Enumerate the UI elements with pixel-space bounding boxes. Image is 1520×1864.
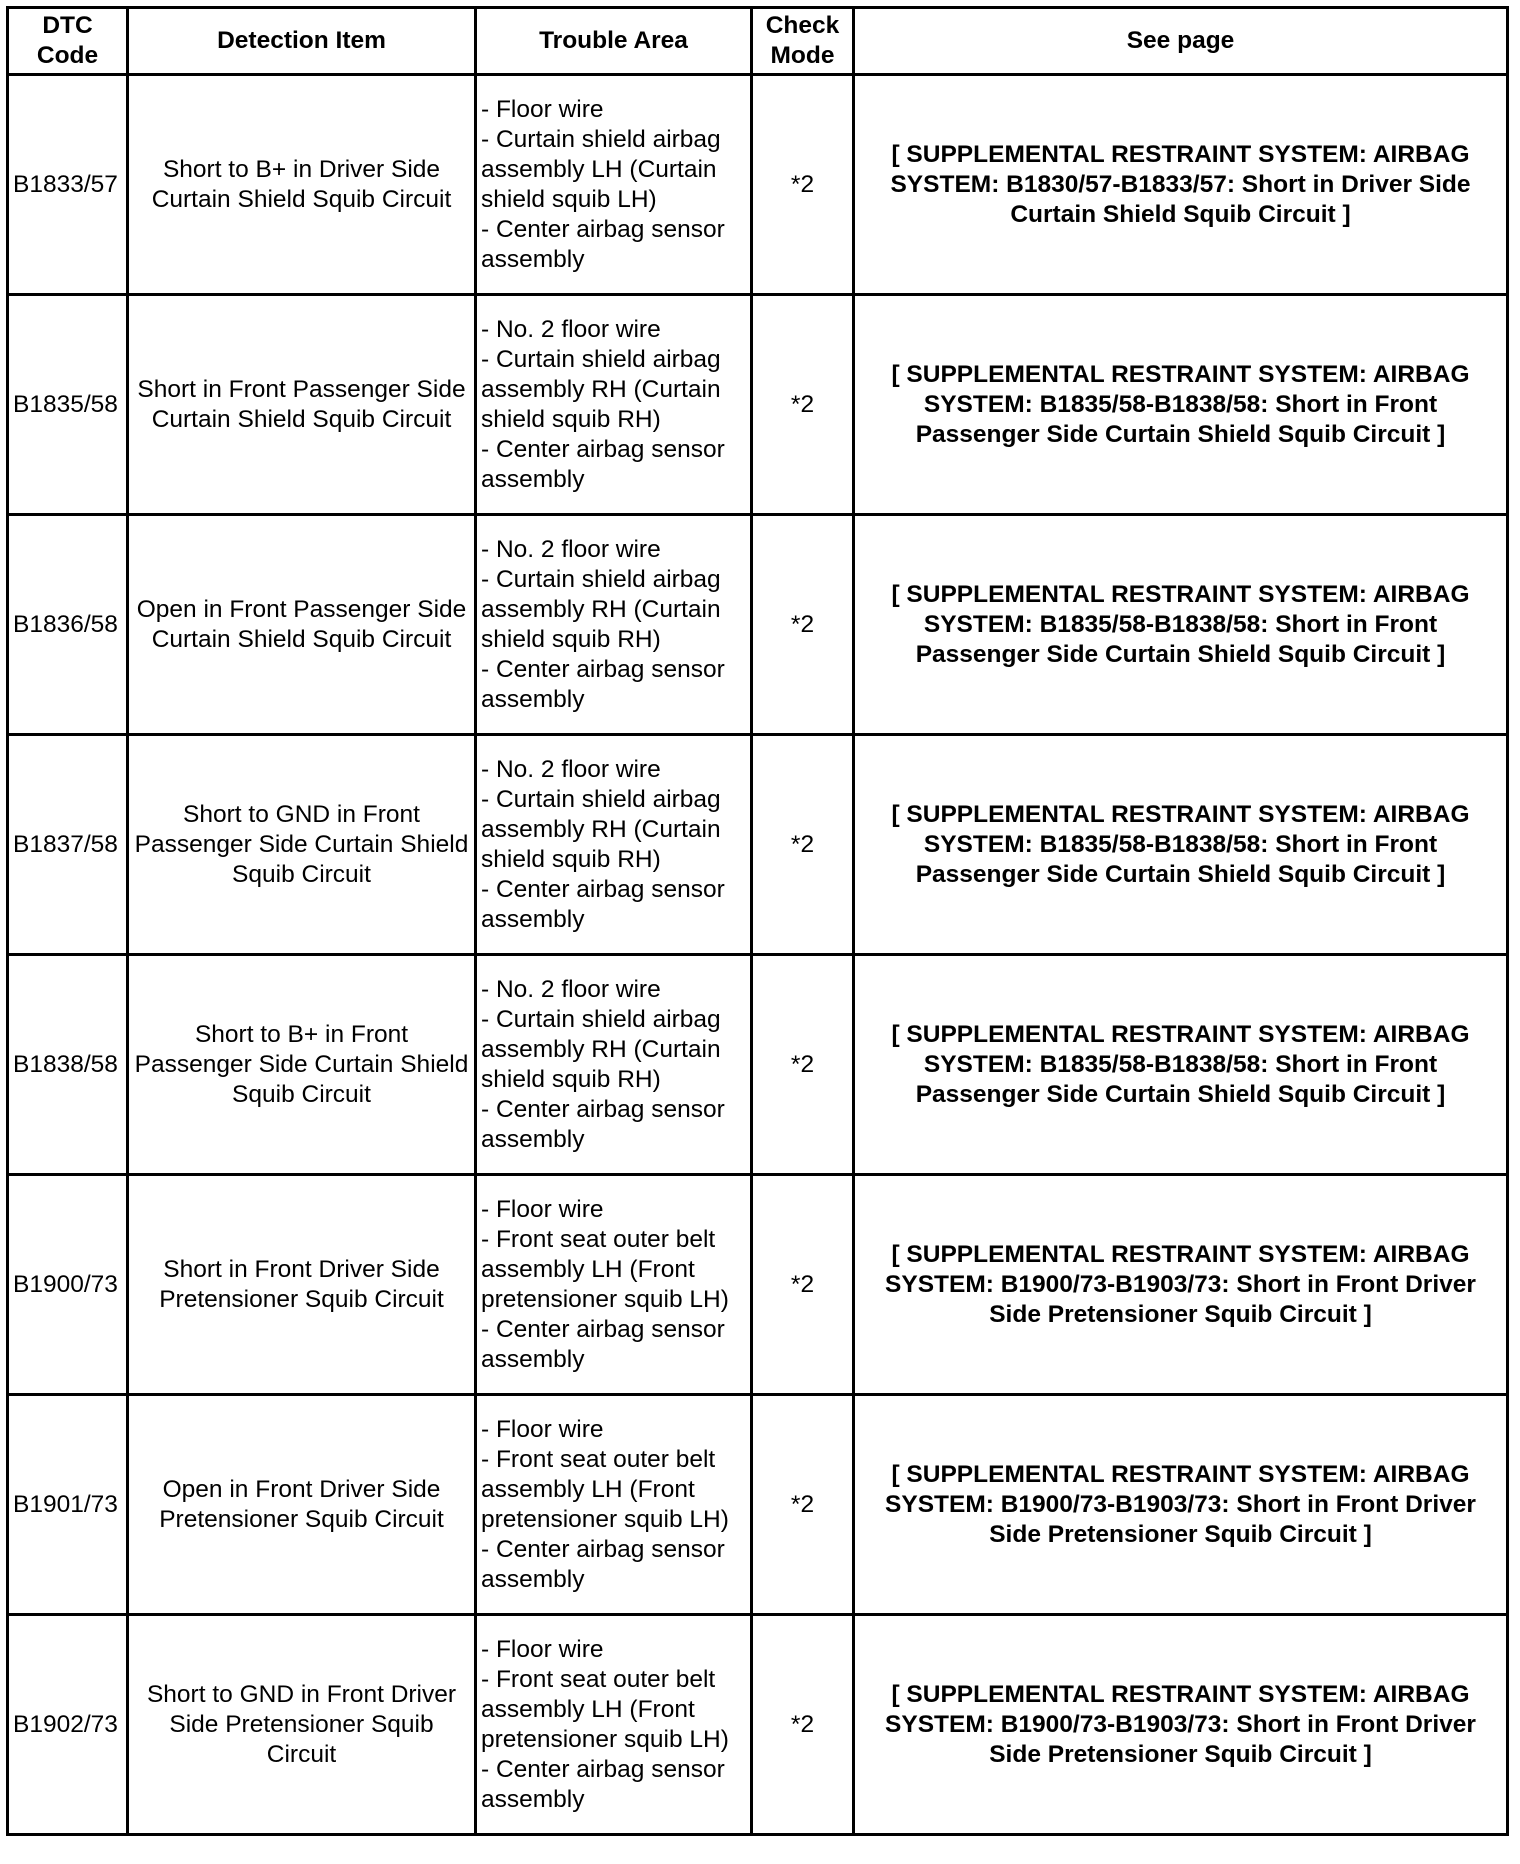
dtc-code-cell: B1901/73 <box>8 1395 128 1615</box>
detection-item-cell: Short to B+ in Front Passenger Side Curtain Shield Squib Circuit <box>128 955 476 1175</box>
detection-item-cell: Open in Front Passenger Side Curtain Shield Squib Circuit <box>128 515 476 735</box>
trouble-area-cell <box>476 955 752 1175</box>
dtc-code-cell: B1836/58 <box>8 515 128 735</box>
table-row <box>8 515 1508 735</box>
check-mode-cell: *2 <box>752 1175 854 1395</box>
check-mode-cell: *2 <box>752 1395 854 1615</box>
trouble-area-line: - Center airbag sensor assembly <box>481 1755 725 1813</box>
check-mode-cell: *2 <box>752 1615 854 1835</box>
header-check-mode: Check Mode <box>752 8 854 75</box>
table-row <box>8 75 1508 295</box>
trouble-area-cell <box>476 75 752 295</box>
trouble-area-cell <box>476 735 752 955</box>
table-row <box>8 1615 1508 1835</box>
trouble-area-line: - Floor wire <box>481 95 604 123</box>
see-page-link[interactable]: [ SUPPLEMENTAL RESTRAINT SYSTEM: AIRBAG SYSTEM: B1830/57-B1833/57: Short in Driver Side Curtain Shield Squib Circuit ] <box>854 75 1508 295</box>
detection-item-cell: Open in Front Driver Side Pretensioner Squib Circuit <box>128 1395 476 1615</box>
detection-item-cell: Short to GND in Front Passenger Side Curtain Shield Squib Circuit <box>128 735 476 955</box>
detection-item-cell: Short to B+ in Driver Side Curtain Shield Squib Circuit <box>128 75 476 295</box>
header-dtc-code: DTC Code <box>8 8 128 75</box>
trouble-area-cell <box>476 1615 752 1835</box>
check-mode-cell: *2 <box>752 735 854 955</box>
header-trouble-area: Trouble Area <box>476 8 752 75</box>
trouble-area-line: - Floor wire <box>481 1195 604 1223</box>
table-row <box>8 1395 1508 1615</box>
trouble-area-line: - Curtain shield airbag assembly RH (Curtain shield squib RH) <box>481 345 721 433</box>
trouble-area-line: - Center airbag sensor assembly <box>481 435 725 493</box>
table-row <box>8 295 1508 515</box>
table-row <box>8 1175 1508 1395</box>
dtc-code-cell: B1837/58 <box>8 735 128 955</box>
trouble-area-line: - Center airbag sensor assembly <box>481 1315 725 1373</box>
trouble-area-line: - Curtain shield airbag assembly RH (Curtain shield squib RH) <box>481 565 721 653</box>
detection-item-cell: Short to GND in Front Driver Side Pretensioner Squib Circuit <box>128 1615 476 1835</box>
trouble-area-line: - No. 2 floor wire <box>481 535 661 563</box>
see-page-link[interactable]: [ SUPPLEMENTAL RESTRAINT SYSTEM: AIRBAG SYSTEM: B1835/58-B1838/58: Short in Front Passenger Side Curtain Shield Squib Circuit ] <box>854 955 1508 1175</box>
header-row <box>8 8 1508 75</box>
table-row <box>8 735 1508 955</box>
dtc-table <box>6 6 1509 1836</box>
check-mode-cell: *2 <box>752 955 854 1175</box>
trouble-area-line: - No. 2 floor wire <box>481 755 661 783</box>
dtc-code-cell: B1900/73 <box>8 1175 128 1395</box>
trouble-area-line: - Center airbag sensor assembly <box>481 1535 725 1593</box>
see-page-link[interactable]: [ SUPPLEMENTAL RESTRAINT SYSTEM: AIRBAG SYSTEM: B1900/73-B1903/73: Short in Front Driver Side Pretensioner Squib Circuit ] <box>854 1395 1508 1615</box>
see-page-link[interactable]: [ SUPPLEMENTAL RESTRAINT SYSTEM: AIRBAG SYSTEM: B1835/58-B1838/58: Short in Front Passenger Side Curtain Shield Squib Circuit ] <box>854 515 1508 735</box>
trouble-area-cell <box>476 1395 752 1615</box>
header-detection-item: Detection Item <box>128 8 476 75</box>
trouble-area-cell <box>476 295 752 515</box>
trouble-area-line: - Floor wire <box>481 1635 604 1663</box>
dtc-code-cell: B1835/58 <box>8 295 128 515</box>
trouble-area-line: - Curtain shield airbag assembly RH (Curtain shield squib RH) <box>481 785 721 873</box>
see-page-link[interactable]: [ SUPPLEMENTAL RESTRAINT SYSTEM: AIRBAG SYSTEM: B1835/58-B1838/58: Short in Front Passenger Side Curtain Shield Squib Circuit ] <box>854 295 1508 515</box>
trouble-area-cell <box>476 515 752 735</box>
trouble-area-line: - Center airbag sensor assembly <box>481 215 725 273</box>
check-mode-cell: *2 <box>752 515 854 735</box>
see-page-link[interactable]: [ SUPPLEMENTAL RESTRAINT SYSTEM: AIRBAG SYSTEM: B1900/73-B1903/73: Short in Front Driver Side Pretensioner Squib Circuit ] <box>854 1175 1508 1395</box>
detection-item-cell: Short in Front Passenger Side Curtain Shield Squib Circuit <box>128 295 476 515</box>
dtc-code-cell: B1902/73 <box>8 1615 128 1835</box>
dtc-code-cell: B1833/57 <box>8 75 128 295</box>
trouble-area-cell <box>476 1175 752 1395</box>
trouble-area-line: - Center airbag sensor assembly <box>481 655 725 713</box>
trouble-area-line: - No. 2 floor wire <box>481 975 661 1003</box>
trouble-area-line: - Front seat outer belt assembly LH (Front pretensioner squib LH) <box>481 1225 729 1313</box>
trouble-area-line: - Center airbag sensor assembly <box>481 875 725 933</box>
trouble-area-line: - Curtain shield airbag assembly LH (Curtain shield squib LH) <box>481 125 721 213</box>
detection-item-cell: Short in Front Driver Side Pretensioner Squib Circuit <box>128 1175 476 1395</box>
see-page-link[interactable]: [ SUPPLEMENTAL RESTRAINT SYSTEM: AIRBAG SYSTEM: B1900/73-B1903/73: Short in Front Driver Side Pretensioner Squib Circuit ] <box>854 1615 1508 1835</box>
check-mode-cell: *2 <box>752 295 854 515</box>
dtc-code-cell: B1838/58 <box>8 955 128 1175</box>
header-see-page: See page <box>854 8 1508 75</box>
trouble-area-line: - Front seat outer belt assembly LH (Front pretensioner squib LH) <box>481 1665 729 1753</box>
trouble-area-line: - No. 2 floor wire <box>481 315 661 343</box>
trouble-area-line: - Center airbag sensor assembly <box>481 1095 725 1153</box>
trouble-area-line: - Front seat outer belt assembly LH (Front pretensioner squib LH) <box>481 1445 729 1533</box>
trouble-area-line: - Curtain shield airbag assembly RH (Curtain shield squib RH) <box>481 1005 721 1093</box>
trouble-area-line: - Floor wire <box>481 1415 604 1443</box>
see-page-link[interactable]: [ SUPPLEMENTAL RESTRAINT SYSTEM: AIRBAG SYSTEM: B1835/58-B1838/58: Short in Front Passenger Side Curtain Shield Squib Circuit ] <box>854 735 1508 955</box>
table-row <box>8 955 1508 1175</box>
document-page <box>6 6 1506 1836</box>
check-mode-cell: *2 <box>752 75 854 295</box>
